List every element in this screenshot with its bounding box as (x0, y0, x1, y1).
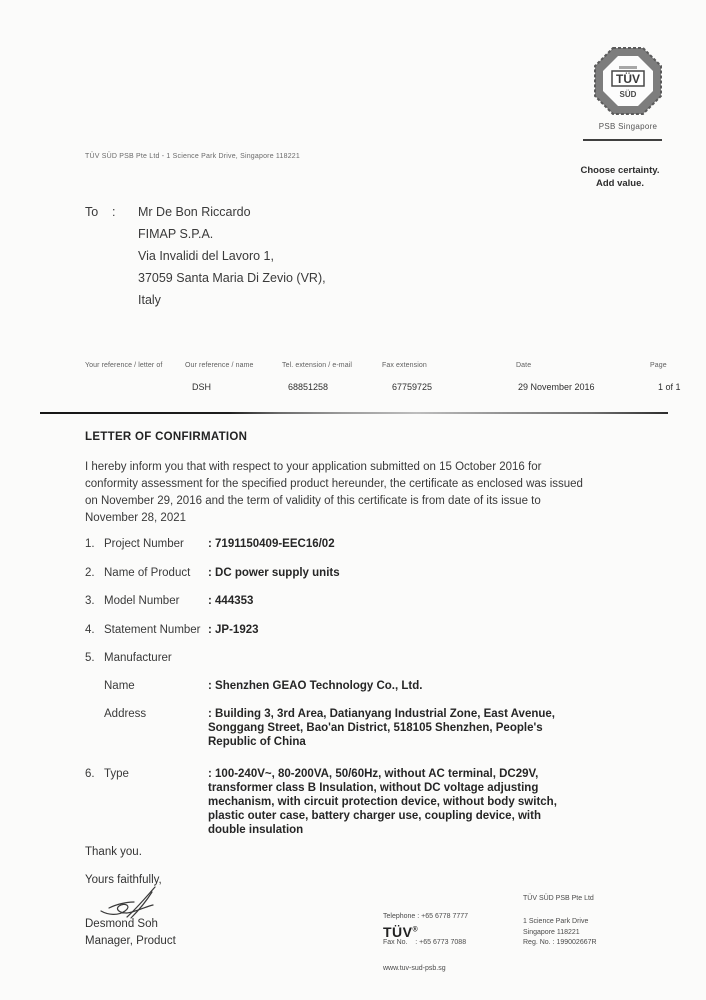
item-number: 2. (85, 566, 95, 579)
signer-name: Desmond Soh (85, 918, 158, 930)
type-line: plastic outer case, battery charger use, coupling device, with (208, 810, 541, 822)
manufacturer-name-value: : Shenzhen GEAO Technology Co., Ltd. (208, 680, 423, 692)
item-number: 1. (85, 538, 95, 550)
item-project-number (85, 537, 645, 551)
refcol-date (516, 362, 595, 392)
refcol-your-reference (85, 362, 162, 382)
recipient-colon: : (112, 205, 116, 219)
recipient-line: Via Invalidi del Lavoro 1, (138, 249, 274, 263)
footer-brand-text: TÜV (383, 924, 413, 940)
item-type-value (208, 767, 645, 837)
footer-fax: Fax No. : +65 6773 7088 (383, 938, 467, 946)
refcol-header: Fax extension (382, 362, 427, 369)
intro-line: on November 29, 2016 and the term of validity of this certificate is from date of its issue to (85, 495, 541, 507)
recipient-line: FIMAP S.P.A. (138, 227, 214, 241)
valediction-line: Yours faithfully, (85, 874, 162, 886)
recipient-line: Italy (138, 293, 161, 307)
refcol-header: Our reference / name (185, 362, 254, 369)
refcol-value: 1 of 1 (658, 382, 681, 392)
item-value: : DC power supply units (208, 566, 340, 579)
refcol-value: DSH (192, 382, 212, 392)
recipient-address (138, 201, 326, 311)
item-number: 6. (85, 768, 95, 780)
refcol-value: 67759725 (392, 382, 433, 392)
registered-trademark-icon: ® (412, 926, 419, 934)
type-line: transformer class B Insulation, without DC voltage adjusting (208, 782, 539, 794)
item-value: : 7191150409-EEC16/02 (208, 538, 335, 550)
letter-items-list (85, 537, 645, 680)
type-line: : 100-240V~, 80-200VA, 50/60Hz, without AC terminal, DC29V, (208, 768, 539, 780)
tuv-sud-logo-block (592, 45, 664, 131)
logo-fineprint-bar (619, 66, 637, 69)
footer-reg-number: Reg. No. : 199002667R (523, 939, 597, 947)
item-model-number (85, 594, 645, 608)
tagline-line-2: Add value. (595, 178, 645, 189)
manufacturer-address-row (104, 707, 644, 749)
item-type (85, 767, 645, 837)
item-number: 5. (85, 652, 95, 664)
manufacturer-address-value (208, 707, 644, 749)
item-number: 3. (85, 595, 95, 607)
refcol-our-reference (185, 362, 254, 392)
recipient-line: 37059 Santa Maria Di Zevio (VR), (138, 271, 326, 285)
recipient-line: Mr De Bon Riccardo (138, 205, 251, 219)
item-value: : JP-1923 (208, 623, 259, 636)
footer-telephone: Telephone : +65 6778 7777 (383, 912, 469, 920)
intro-line: I hereby inform you that with respect to your application submitted on 15 October 2016 for (85, 461, 542, 473)
footer-company-address (523, 917, 597, 949)
header-divider-rule (40, 412, 668, 414)
manufacturer-address-label: Address (104, 708, 147, 720)
footer-address-line: 1 Science Park Drive (523, 918, 589, 925)
logo-brand-top: TÜV (616, 72, 640, 86)
item-value: : 444353 (208, 595, 254, 607)
address-line: Republic of China (208, 736, 306, 748)
tagline-line-1: Choose certainty. (580, 165, 660, 176)
item-label: Statement Number (104, 623, 201, 636)
refcol-header: Tel. extension / e-mail (282, 362, 352, 369)
signer-title: Manager, Product (85, 935, 176, 947)
footer-website: www.tuv-sud-psb.sg (383, 965, 446, 973)
refcol-header: Your reference / letter of (85, 362, 163, 369)
type-line: double insulation (208, 824, 304, 836)
intro-line: November 28, 2021 (85, 512, 187, 524)
logo-caption: PSB Singapore (598, 122, 658, 131)
recipient-label: To (85, 205, 99, 219)
refcol-header: Page (650, 362, 667, 369)
refcol-value: 29 November 2016 (518, 382, 595, 392)
logo-divider (583, 139, 662, 141)
thanks-line: Thank you. (85, 846, 142, 858)
item-label: Model Number (104, 595, 180, 607)
item-number: 4. (85, 623, 95, 636)
type-line: mechanism, with circuit protection device, without body switch, (208, 796, 557, 808)
refcol-value: 68851258 (288, 382, 329, 392)
letter-title: LETTER OF CONFIRMATION (85, 431, 248, 443)
manufacturer-name-row (104, 679, 644, 693)
footer-brand-mark (383, 924, 418, 940)
signature (82, 884, 182, 922)
item-label: Project Number (104, 538, 184, 550)
item-label: Type (104, 768, 129, 780)
item-label: Name of Product (104, 566, 191, 579)
item-manufacturer (85, 651, 645, 665)
tuv-sud-octagon-logo (592, 45, 664, 117)
address-line: : Building 3, 3rd Area, Datianyang Industrial Zone, East Avenue, (208, 708, 555, 720)
sender-address-line: TÜV SÜD PSB Pte Ltd - 1 Science Park Drive, Singapore 118221 (85, 153, 300, 160)
item-statement-number (85, 623, 645, 637)
brand-tagline (570, 164, 670, 190)
logo-brand-bottom: SÜD (619, 90, 637, 99)
intro-line: conformity assessment for the specified product hereunder, the certificate as enclosed was issued (85, 478, 583, 490)
refcol-tel-extension (282, 362, 352, 392)
item-value (208, 651, 645, 665)
address-line: Songgang Street, Bao'an District, 518105 Shenzhen, People's (208, 722, 543, 734)
footer-address-line: Singapore 118221 (523, 928, 580, 936)
refcol-fax-extension (382, 362, 432, 392)
footer-contact-block (383, 895, 468, 992)
manufacturer-name-label: Name (104, 680, 135, 692)
item-name-of-product (85, 566, 645, 580)
refcol-header: Date (516, 362, 532, 369)
refcol-page (650, 362, 681, 392)
item-label: Manufacturer (104, 652, 172, 664)
letter-intro-paragraph (85, 459, 630, 527)
footer-company-name: TÜV SÜD PSB Pte Ltd (523, 895, 594, 902)
